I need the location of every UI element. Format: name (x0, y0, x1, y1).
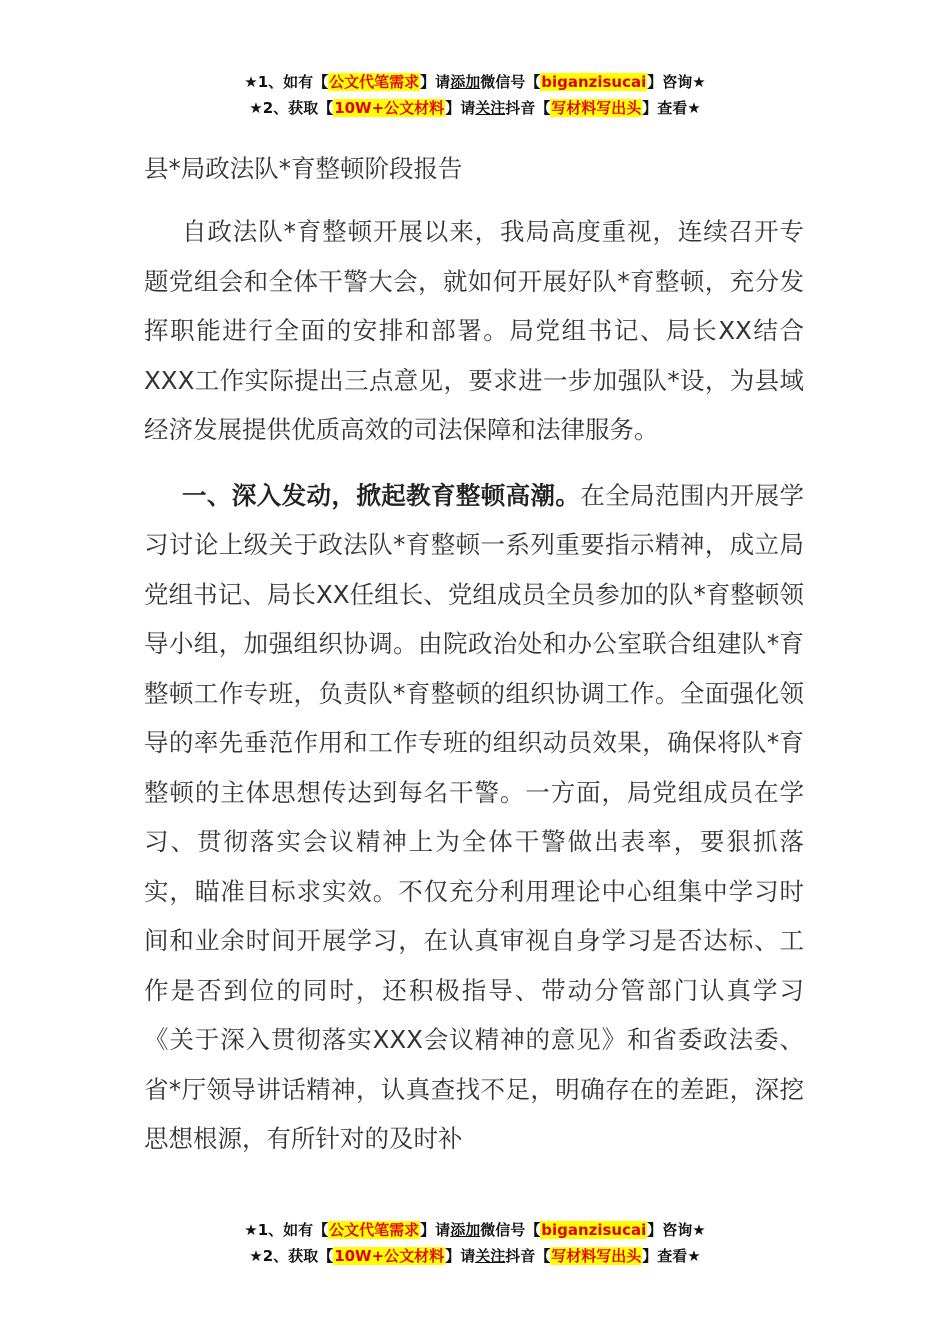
paragraph-section-one (144, 471, 804, 1164)
section-body: 在全局范围内开展学习讨论上级关于政法队*育整顿一系列重要指示精神，成立局党组书记、局长XX任组长、党组成员全员参加的队*育整顿领导小组，加强组织协调。由院政治处和办公室联合组建队*育整顿工作专班，负责队*育整顿的组织协调工作。全面强化领导的率先垂范作用和工作专班的组织动员效果，确保将队*育整顿的主体思想传达到每名干警。一方面，局党组成员在学习、贯彻落实会议精神上为全体干警做出表率，要狠抓落实，瞄准目标求实效。不仅充分利用理论中心组集中学习时间和业余时间开展学习，在认真审视自身学习是否达标、工作是否到位的同时，还积极指导、带动分管部门认真学习《关于深入贯彻落实XXX会议精神的意见》和省委政法委、省*厅领导讲话精神，认真查找不足，明确存在的差距，深挖思想根源，有所针对的及时补 (144, 480, 805, 1153)
promo-text: ★1、如有【 (244, 73, 329, 91)
promo-text: 】请 (420, 1221, 451, 1239)
promo-line-1 (0, 69, 950, 95)
header-promo-banner (0, 69, 950, 121)
promo-underline-text: 添加 (450, 73, 481, 91)
promo-text: 】请 (445, 1247, 476, 1265)
promo-text: 】请 (420, 73, 451, 91)
promo-line-2 (0, 95, 950, 121)
promo-text: 微信号【 (480, 1221, 541, 1239)
promo-highlight: 公文代笔需求 (329, 73, 420, 91)
promo-line-2 (0, 1243, 950, 1269)
wechat-id-highlight: biganzisucai (541, 1221, 647, 1239)
promo-text: ★2、获取【 (249, 1247, 334, 1265)
document-title: 县*局政法队*育整顿阶段报告 (144, 154, 463, 183)
promo-text: 微信号【 (480, 73, 541, 91)
promo-text: 】查看★ (642, 99, 701, 117)
footer-promo-banner (0, 1217, 950, 1269)
promo-text: 】请 (445, 99, 476, 117)
douyin-account-highlight: 写材料写出头 (551, 1247, 642, 1265)
promo-text: ★2、获取【 (249, 99, 334, 117)
promo-text: 抖音【 (505, 1247, 551, 1265)
promo-text: ★1、如有【 (244, 1221, 329, 1239)
promo-highlight: 10W+公文材料 (334, 99, 445, 117)
promo-line-1 (0, 1217, 950, 1243)
promo-text: 】咨询★ (647, 73, 706, 91)
document-body (144, 147, 804, 1164)
douyin-account-highlight: 写材料写出头 (551, 99, 642, 117)
promo-text: 】查看★ (642, 1247, 701, 1265)
wechat-id-highlight: biganzisucai (541, 73, 647, 91)
promo-underline-text: 添加 (450, 1221, 481, 1239)
promo-underline-text: 关注 (475, 1247, 506, 1265)
promo-underline-text: 关注 (475, 99, 506, 117)
promo-highlight: 10W+公文材料 (334, 1247, 445, 1265)
section-heading: 一、深入发动，掀起教育整顿高潮。 (182, 480, 581, 510)
paragraph-intro: 自政法队*育整顿开展以来，我局高度重视，连续召开专题党组会和全体干警大会，就如何开展好队*育整顿，充分发挥职能进行全面的安排和部署。局党组书记、局长XX结合XXX工作实际提出三点意见，要求进一步加强队*设，为县域经济发展提供优质高效的司法保障和法律服务。 (144, 217, 804, 444)
promo-text: 抖音【 (505, 99, 551, 117)
promo-text: 】咨询★ (647, 1221, 706, 1239)
promo-highlight: 公文代笔需求 (329, 1221, 420, 1239)
